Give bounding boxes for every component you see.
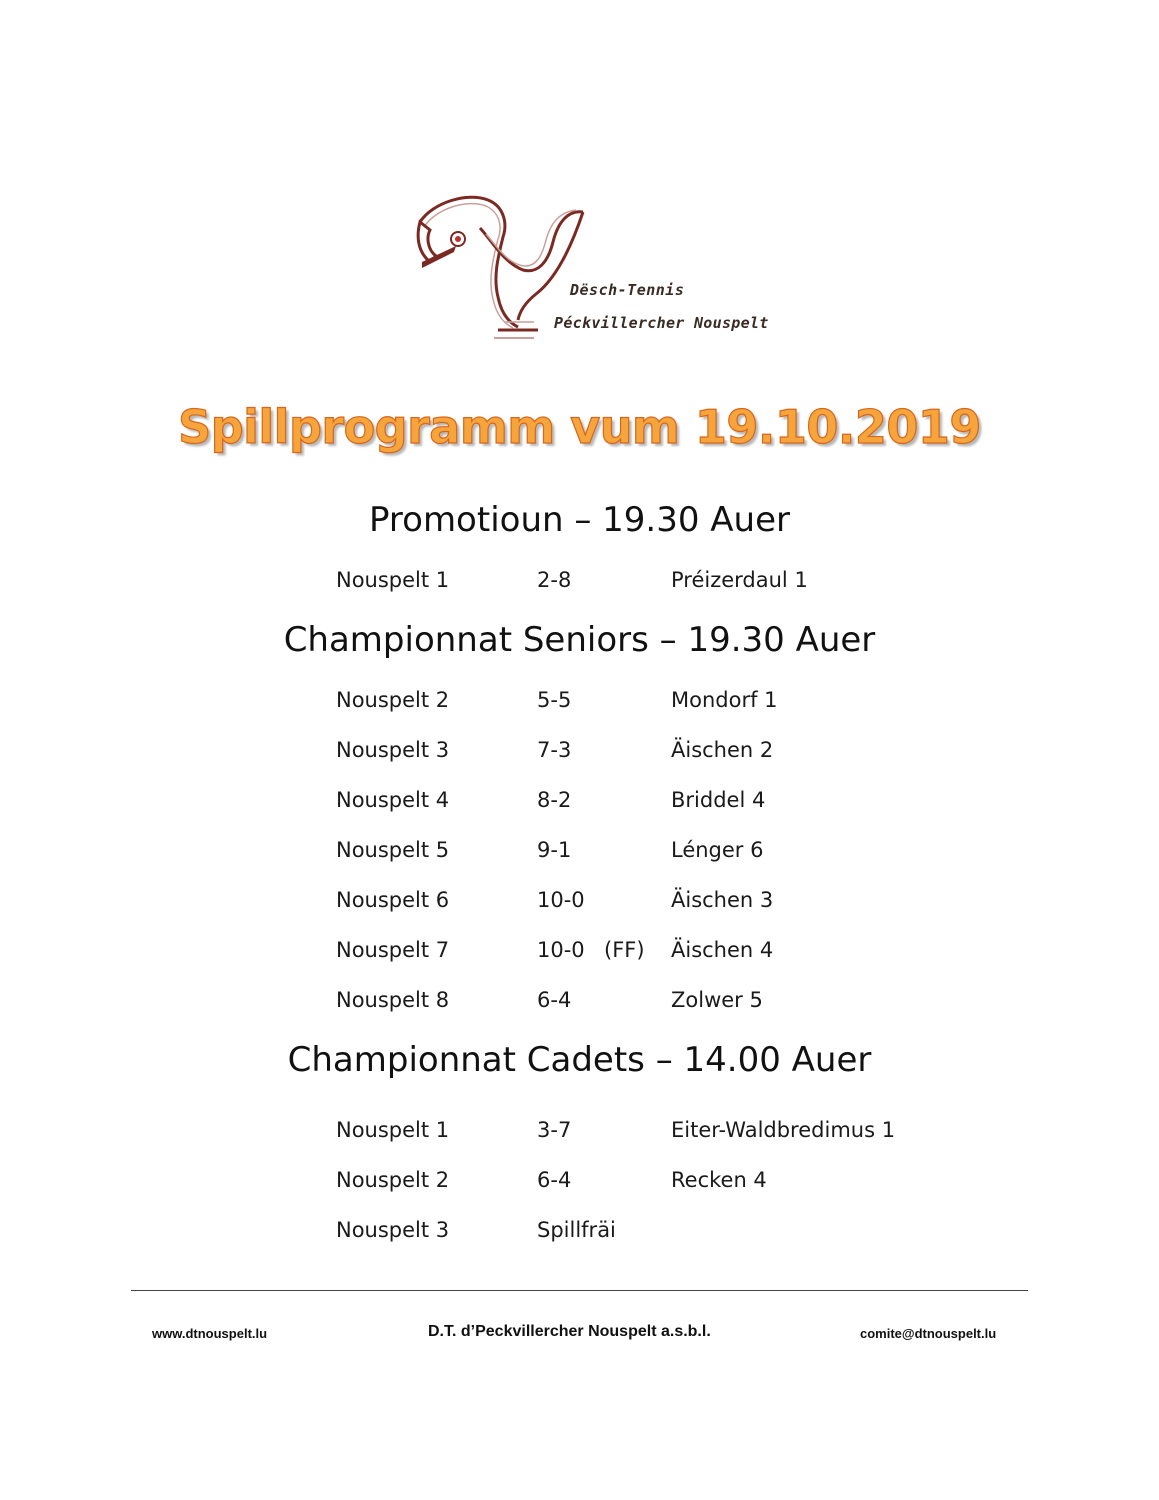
table-row	[0, 738, 1159, 768]
logo-text-line2: Péckvillercher Nouspelt	[554, 314, 769, 332]
section-heading-seniors: Championnat Seniors – 19.30 Auer	[283, 620, 876, 660]
match-score: 3-7	[537, 1118, 572, 1142]
match-note: (FF)	[604, 938, 645, 962]
home-team: Nouspelt 7	[336, 938, 450, 962]
section-heading-cadets: Championnat Cadets – 14.00 Auer	[287, 1040, 872, 1080]
logo-text-line1: Dësch-Tennis	[570, 281, 685, 299]
match-score: 9-1	[537, 838, 572, 862]
home-team: Nouspelt 2	[336, 688, 450, 712]
match-score: 6-4	[537, 1168, 572, 1192]
table-row	[0, 1118, 1159, 1148]
match-score: 2-8	[537, 568, 572, 592]
away-team: Äischen 4	[671, 938, 774, 962]
table-row	[0, 988, 1159, 1018]
table-row	[0, 1168, 1159, 1198]
match-score: Spillfräi	[537, 1218, 616, 1242]
home-team: Nouspelt 3	[336, 1218, 450, 1242]
table-row	[0, 1218, 1159, 1248]
table-row	[0, 788, 1159, 818]
table-row	[0, 938, 1159, 968]
away-team: Recken 4	[671, 1168, 767, 1192]
footer-email-link[interactable]: comite@dtnouspelt.lu	[860, 1326, 997, 1341]
home-team: Nouspelt 1	[336, 568, 450, 592]
away-team: Lénger 6	[671, 838, 764, 862]
match-score: 10-0	[537, 888, 585, 912]
away-team: Eiter-Waldbredimus 1	[671, 1118, 896, 1142]
away-team: Briddel 4	[671, 788, 766, 812]
footer-divider	[131, 1290, 1028, 1291]
home-team: Nouspelt 4	[336, 788, 450, 812]
away-team: Mondorf 1	[671, 688, 778, 712]
club-logo	[408, 182, 768, 357]
footer-org-name: D.T. d’Peckvillercher Nouspelt a.s.b.l.	[428, 1323, 711, 1340]
home-team: Nouspelt 8	[336, 988, 450, 1012]
away-team: Préizerdaul 1	[671, 568, 808, 592]
away-team: Äischen 3	[671, 888, 774, 912]
section-heading-promotioun: Promotioun – 19.30 Auer	[369, 500, 790, 540]
table-row	[0, 568, 1159, 598]
page-title: Spillprogramm vum 19.10.2019	[178, 400, 981, 454]
home-team: Nouspelt 5	[336, 838, 450, 862]
home-team: Nouspelt 3	[336, 738, 450, 762]
away-team: Äischen 2	[671, 738, 774, 762]
match-score: 8-2	[537, 788, 572, 812]
table-row	[0, 838, 1159, 868]
away-team: Zolwer 5	[671, 988, 763, 1012]
table-row	[0, 888, 1159, 918]
match-score: 6-4	[537, 988, 572, 1012]
home-team: Nouspelt 6	[336, 888, 450, 912]
match-score: 7-3	[537, 738, 572, 762]
table-row	[0, 688, 1159, 718]
home-team: Nouspelt 1	[336, 1118, 450, 1142]
match-score: 10-0	[537, 938, 585, 962]
home-team: Nouspelt 2	[336, 1168, 450, 1192]
match-score: 5-5	[537, 688, 572, 712]
footer-website-link[interactable]: www.dtnouspelt.lu	[152, 1326, 268, 1341]
